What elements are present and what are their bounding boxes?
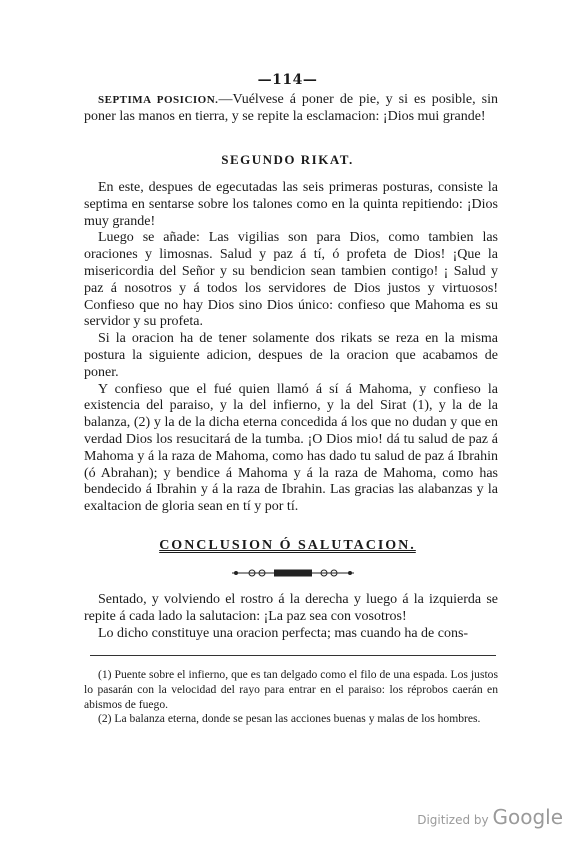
paragraph: Sentado, y volviendo el rostro á la derecha y luego á la izquierda se repite á cada lado la salutacion: ¡La paz sea con vosotros! (84, 592, 498, 624)
heading-conclusion: CONCLUSION Ó SALUTACION. (159, 538, 416, 553)
watermark-prefix: Digitized by (417, 813, 489, 827)
footnote: (1) Puente sobre el infierno, que es tan delgado como el filo de una espada. Los justos lo pasarán con la velocidad del rayo para entrar en el paraiso: los réprobos caerán en abismos de fuego. (84, 668, 498, 711)
footnote-rule (90, 655, 496, 656)
section-label: SEPTIMA POSICION. (98, 94, 219, 106)
digitized-watermark (417, 805, 563, 829)
paragraph: En este, despues de egecutadas las seis primeras posturas, consiste la septima en sentarse sobre los talones como en la quinta repitiendo: ¡Dios muy grande! (84, 180, 498, 229)
footnote: (2) La balanza eterna, donde se pesan las acciones buenas y malas de los hombres. (98, 712, 481, 726)
google-logo: Google (492, 805, 563, 829)
section-intro-text: —Vuélvese á poner de pie, y si es posible, sin poner las manos en tierra, y se repite la esclamacion: ¡Dios mui grande! (84, 92, 498, 124)
paragraph: Luego se añade: Las vigilias son para Dios, como tambien las oraciones y limosnas. Salud y paz á tí, ó profeta de Dios! ¡Que la misericordia del Señor y su bendicion sean tambien contigo! ¡ Salud y paz á nosotros y á todos los servidores de Dios justos y virtuosos! Confieso que no hay Dios sino Dios único: confieso que Mahoma es su servidor y su profeta. (84, 230, 498, 330)
footnotes (84, 668, 498, 727)
page-number: —114— (257, 72, 318, 88)
main-text (84, 180, 498, 516)
conclusion-text (84, 592, 498, 642)
paragraph: Y confieso que el fué quien llamó á sí á Mahoma, y confieso la existencia del paraiso, y la del infierno, y la del Sirat (1), y la de la balanza, (2) y la de la dicha eterna concedida á los que no dudan y que en verdad Dios los resucitará de la tumba. ¡O Dios mio! dá tu salud de paz á Mahoma y á la raza de Mahoma, como has dado tu salud de paz á Ibrahin (ó Abrahan); y bendice á Mahoma y á la raza de Mahoma, como has bendecido á Ibrahin y á la raza de Ibrahin. Las gracias las alabanzas y la exaltacion de gloria sean en tí y por tí. (84, 381, 498, 515)
paragraph: Lo dicho constituye una oracion perfecta; mas cuando ha de cons- (98, 625, 469, 641)
paragraph: Si la oracion ha de tener solamente dos rikats se reza en la misma postura la siguiente adicion, despues de la oracion que acabamos de poner. (84, 331, 498, 380)
ornament-divider-icon (230, 568, 356, 578)
heading-segundo-rikat: SEGUNDO RIKAT. (221, 152, 354, 167)
section-intro (84, 92, 498, 126)
